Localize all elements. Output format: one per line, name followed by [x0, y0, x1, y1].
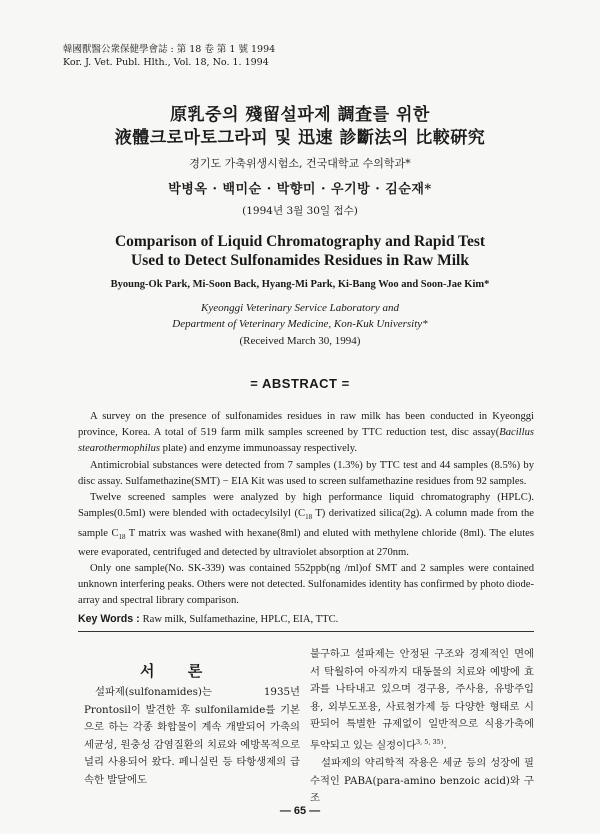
korean-received-date: (1994년 3월 30일 접수) — [242, 205, 358, 217]
abstract-heading: = ABSTRACT = — [250, 376, 350, 391]
intro-left-paragraph: 설파제(sulfonamides)는 1935년 Prontosil이 발견한 후 sulfonilamide를 기본으로 하는 각종 화합물이 계속 개발되어 가축의 세균성, 원충성 감염질환의 치료와 예방목적으로 널리 사용되어 왔다. 페니실린 등 타항생제의 급속한 발달에도 — [84, 686, 300, 786]
journal-header-english: Kor. J. Vet. Publ. Hlth., Vol. 18, No. 1. 1994 — [63, 57, 269, 68]
english-received-date: (Received March 30, 1994) — [239, 335, 361, 347]
abstract-body — [78, 409, 534, 610]
abstract-paragraph-1: A survey on the presence of sulfonamides residues in raw milk has been conducted in Kyeonggi province, Korea. A total of 519 farm milk samples screened by TTC reduction test, disc assay(Bacillus stearothermophilus plate) and enzyme immunoassay respectively. — [78, 411, 534, 455]
english-authors: Byoung-Ok Park, Mi-Soon Back, Hyang-Mi Park, Ki-Bang Woo and Soon-Jae Kim* — [110, 279, 490, 290]
korean-authors: 박병옥 · 백미순 · 박향미 · 우기방 · 김순재* — [168, 182, 432, 197]
intro-left-column — [84, 684, 300, 790]
english-affiliation-line-1: Kyeonggi Veterinary Service Laboratory and — [201, 302, 399, 314]
intro-right-paragraph-2: 설파제의 약리학적 작용은 세균 등의 성장에 필수적인 PABA(para-amino benzoic acid)와 구조 — [310, 756, 534, 805]
keywords-line — [78, 613, 338, 625]
english-title-line-2: Used to Detect Sulfonamides Residues in Raw Milk — [131, 252, 469, 269]
keywords-label: Key Words : — [78, 613, 143, 625]
english-title-line-1: Comparison of Liquid Chromatography and Rapid Test — [114, 233, 486, 250]
english-affiliation-line-2: Department of Veterinary Medicine, Kon-Kuk University* — [172, 318, 428, 330]
journal-header-korean: 韓國獸醫公衆保健學會誌 : 第 18 卷 第 1 號 1994 — [63, 44, 276, 55]
abstract-paragraph-3: Twelve screened samples were analyzed by high performance liquid chromatography (HPLC). Samples(0.5ml) were blended with octadecylsilyl ($C_{18}$ T) derivatized silica(2g). A column made from the sample $C_{18}$ T matrix was washed with hexane(8ml) and eluted with methylene chloride (8ml). The elutes were evaporated, centrifuged and detected by ultraviolet absorption at 270nm. — [78, 492, 534, 558]
intro-right-paragraph-1: 불구하고 설파제는 안정된 구조와 경제적인 면에서 탁월하여 아직까지 대동물의 치료와 예방에 효과를 나타내고 있으며 경구용, 주사용, 유방주입용, 외부도포용, 사료첨가제 등 다양한 형태로 시판되어 특별한 규제없이 일반적으로 식용가축에 투약되고 있는 실정이다$^{3, 5, 35)}$. — [310, 648, 534, 752]
page-number: — 65 — — [279, 805, 321, 817]
abstract-paragraph-2: Antimicrobial substances were detected from 7 samples (1.3%) by TTC test and 44 samples (8.5%) by disc assay. Sulfamethazine(SMT) − EIA Kit was used to screen sulfamethazine residues from 92 samples. — [78, 459, 534, 487]
abstract-divider — [78, 631, 534, 632]
korean-affiliation: 경기도 가축위생시험소, 건국대학교 수의학과* — [189, 157, 411, 170]
intro-right-column — [310, 646, 534, 808]
korean-title-line-1: 原乳중의 殘留설파제 調査를 위한 — [170, 105, 430, 125]
keywords-text: Raw milk, Sulfamethazine, HPLC, EIA, TTC. — [142, 614, 339, 625]
korean-title-line-2: 液體크로마토그라피 및 迅速 診斷法의 比較硏究 — [114, 128, 486, 148]
intro-heading: 서 론 — [140, 662, 217, 680]
abstract-paragraph-4: Only one sample(No. SK-339) was contained 552ppb(ng /ml)of SMT and 2 samples were contained unknown interfering peaks. Others were not detected. Sulfonamides identity has confirmed by photo diode-array and spectral library comparison. — [78, 563, 534, 607]
